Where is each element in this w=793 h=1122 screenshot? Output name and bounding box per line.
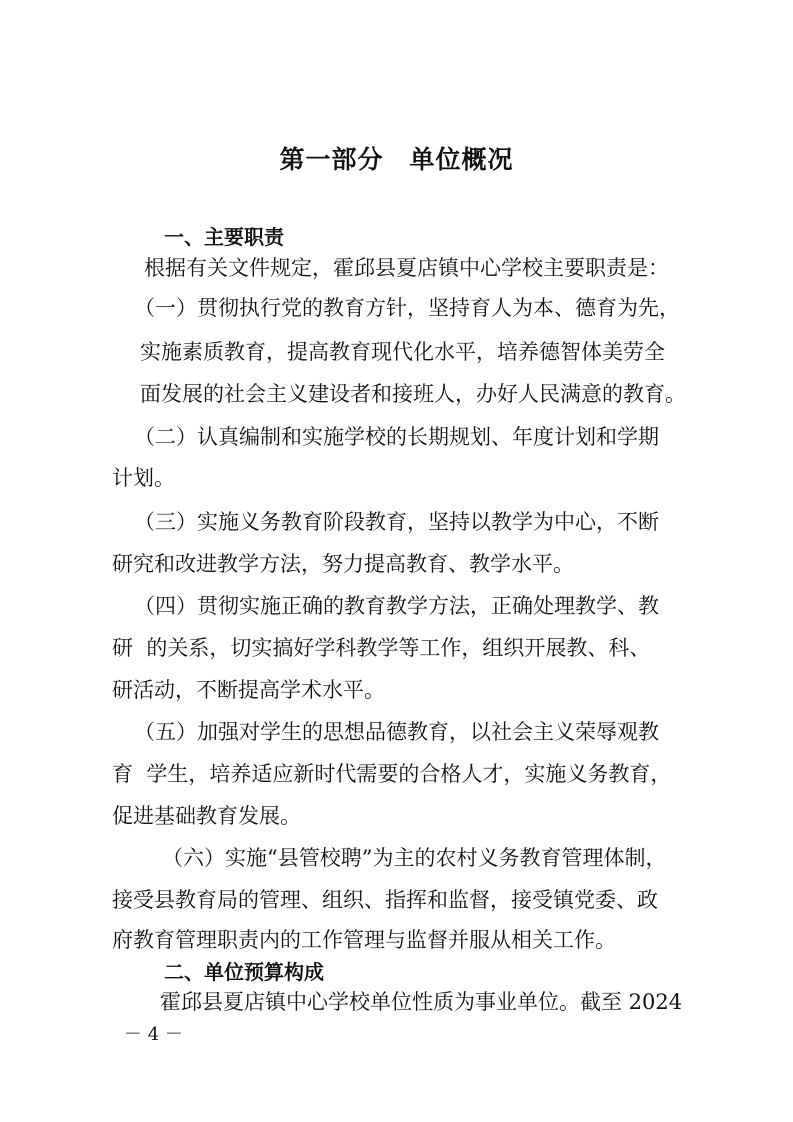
paragraph-line: （三）实施义务教育阶段教育，坚持以教学为中心，不断: [134, 510, 659, 534]
paragraph-line: 霍邱县夏店镇中心学校单位性质为事业单位。截至 2024: [160, 990, 683, 1014]
paragraph-line: 实施素质教育，提高教育现代化水平，培养德智体美劳全: [140, 340, 665, 364]
paragraph-line: （二）认真编制和实施学校的长期规划、年度计划和学期: [134, 425, 659, 449]
paragraph-line: 面发展的社会主义建设者和接班人，办好人民满意的教育。: [140, 382, 686, 406]
page-title: 第一部分 单位概况: [279, 145, 514, 174]
paragraph-line: 府教育管理职责内的工作管理与监督并服从相关工作。: [112, 928, 616, 952]
paragraph-line: 研活动，不断提高学术水平。: [112, 678, 385, 702]
paragraph-line: 研究和改进教学方法，努力提高教育、教学水平。: [112, 552, 574, 576]
paragraph-line: 研 的关系，切实搞好学科教学等工作，组织开展教、科、: [112, 636, 651, 660]
paragraph-line: 计划。: [112, 466, 175, 490]
paragraph-line: （五）加强对学生的思想品德教育，以社会主义荣辱观教: [134, 720, 659, 744]
paragraph-line: 接受县教育局的管理、组织、指挥和监督，接受镇党委、政: [112, 888, 658, 912]
section-heading-budget: 二、单位预算构成: [164, 960, 324, 984]
paragraph-line: （四）贯彻实施正确的教育教学方法，正确处理教学、教: [134, 594, 659, 618]
paragraph-line: 促进基础教育发展。: [112, 804, 301, 828]
paragraph-line: （一）贯彻执行党的教育方针，坚持育人为本、德育为先，: [134, 296, 680, 320]
paragraph-line: 育 学生，培养适应新时代需要的合格人才，实施义务教育，: [112, 762, 672, 786]
section-heading-duties: 一、主要职责: [164, 225, 284, 249]
paragraph-line: （六）实施“县管校聘”为主的农村义务教育管理体制，: [162, 846, 667, 870]
page-number: － 4 －: [124, 1024, 183, 1045]
paragraph-line: 根据有关文件规定，霍邱县夏店镇中心学校主要职责是：: [144, 256, 669, 280]
